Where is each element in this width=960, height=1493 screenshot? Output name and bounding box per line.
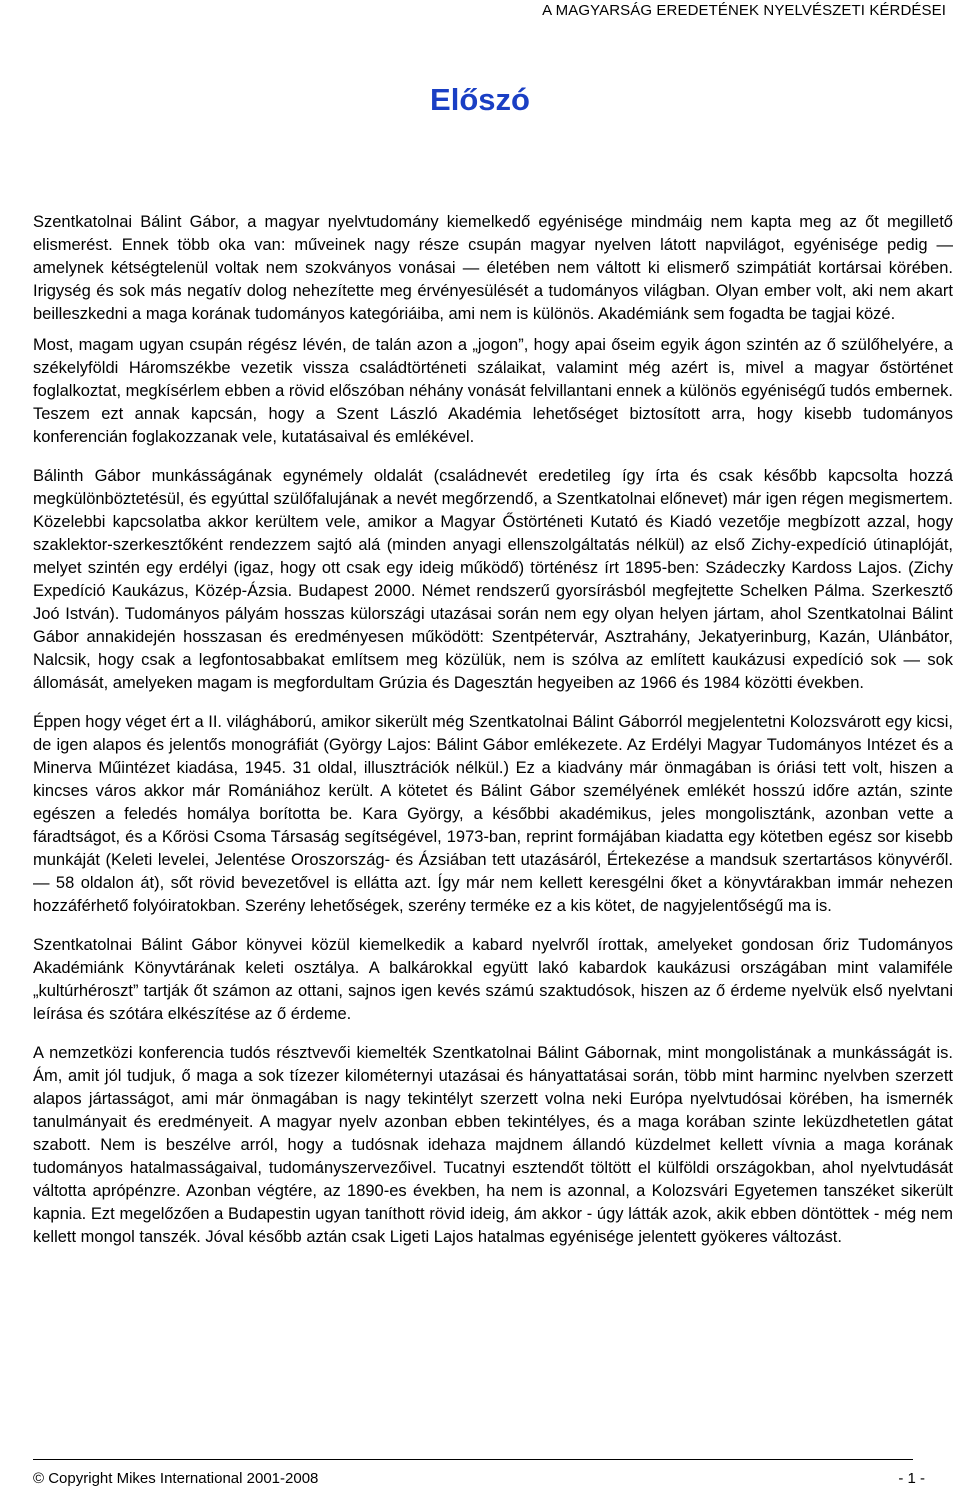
paragraph: Éppen hogy véget ért a II. világháború, amikor sikerült még Szentkatolnai Bálint Gáborról megjelentetni Kolozsvárott egy kicsi, de igen alapos és jelentős monográfiát (György Lajos: Bálint Gábor emlékezete. Az Erdélyi Magyar Tudományos Intézet és a Minerva Műintézet kiadása, 1945. 31 oldal, illusztrációk nélkül.) Ez a kiadvány már önmagában is óriási tett volt, hiszen a kincses város akkor már Romániához került. A kötetet és Bálint Gábor személyének emlékét hosszú időre aztán, szinte egészen a feledés homálya borította be. Kara György, a későbbi akadémikus, jeles mongolisztánk, azonban vette a fáradtságot, és a Kőrösi Csoma Társaság segítségével, 1973-ban, reprint formájában kiadatta egy kötetben egész sor kisebb munkáját (Keleti levelei, Jelentése Oroszország- és Ázsiában tett utazásáról, Értekezése a mandsuk szertartásos könyvéről. — 58 oldalon át), sőt rövid bevezetővel is ellátta azt. Így már nem kellett keresgélni őket a könyvtárakban immár nehezen hozzáférhető folyóiratokban. Szerény lehetőségek, szerény terméke ez a kis kötet, de nagyjelentőségű ma is. bbox=[33, 713, 953, 915]
paragraph: Bálinth Gábor munkásságának egynémely oldalát (családnevét eredetileg így írta és csak később kapcsolta hozzá megkülönböztetésül, és egyúttal szülőfalujának a nevét megőrzendő, a Szentkatolnai előnevet) már igen régen megismertem. Közelebbi kapcsolatba akkor kerültem vele, amikor a Magyar Őstörténeti Kutató és Kiadó vezetője megbízott azzal, hogy szaklektor-szerkesztőként rendezzem sajtó alá (minden anyagi ellenszolgáltatás nélkül) az első Zichy-expedíció útinaplóját, melyet szintén egy erdélyi (igaz, hogy ott csak egy ideig működő) történész írt 1895-ben: Szádeczky Kardoss Lajos. (Zichy Expedíció Kaukázus, Közép-Ázsia. Budapest 2000. Német rendszerű gyorsírásból megfejtette Schelken Pálma. Szerkesztő Joó István). Tudományos pályám hosszas külországi utazásai során nem egy olyan helyen jártam, ahol Szentkatolnai Bálint Gábor annakidején hosszasan és eredményesen működött: Szentpétervár, Asztrahány, Jekatyerinburg, Kazán, Ulánbátor, Nalcsik, hogy csak a legfontosabbakat említsem meg közülük, nem is szólva az említett kaukázusi expedíció sok — sok állomását, amelyeken magam is megfordultam Grúzia és Dagesztán hegyeiben az 1966 és 1984 közötti években. bbox=[33, 467, 953, 692]
copyright-notice: © Copyright Mikes International 2001-2008 bbox=[33, 1470, 319, 1487]
paragraph: A nemzetközi konferencia tudós résztvevői kiemelték Szentkatolnai Bálint Gábornak, mint mongolistának a munkásságát is. Ám, amit jól tudjuk, ő maga a sok tízezer kilométernyi utazásai és hányattatásai során, több mint harminc nyelvben szerzett alapos jártasságot, ami már önmagában is nagy tekintélyt szerzett volna neki Európa nyelvtudósai körében, ha ismernék tanulmányait és eredményeit. A magyar nyelv azonban ebben tekintélyes, és a maga korában szinte leküzdhetetlen gátat szabott. Nem is beszélve arról, hogy a tudósnak idehaza majdnem állandó küzdelmet kellett vívnia a maga korának tudományos hatalmasságaival, tudományszervezőivel. Tucatnyi esztendőt töltött el külföldi országokban, ahol nyelvtudását váltotta aprópénzre. Azonban végtére, az 1890-es években, ha nem is azonnal, a Kolozsvári Egyetemen tanszéket sikerült kapnia. Ezt megelőzően a Budapestin ugyan taníthott rövid ideig, ám akkor - úgy látták azok, akik ebben döntöttek - még nem kellett mongol tanszék. Jóval később aztán csak Ligeti Lajos hatalmas egyénisége jelentett gyökeres változást. bbox=[33, 1044, 953, 1246]
running-header: A MAGYARSÁG EREDETÉNEK NYELVÉSZETI KÉRDÉSEI bbox=[542, 2, 946, 19]
footer-divider bbox=[33, 1459, 913, 1460]
page-title: Előszó bbox=[430, 82, 530, 117]
paragraph: Most, magam ugyan csupán régész lévén, de talán azon a „jogon”, hogy apai őseim egyik ágon szintén az ő szülőhelyére, a székelyföldi Háromszékbe vezetik vissza családtörténeti szálaikat, valamint még azért is, mivel a magyar őstörténet foglalkoztat, megkísérlem ebben a rövid előszóban néhány vonását felvillantani ennek a különös egyéniségű tudós embernek. Teszem ezt annak kapcsán, hogy a Szent László Akadémia lehetőséget biztosított arra, hogy kisebb tudományos konferencián foglakozzanak vele, kutatásaival és emlékével. bbox=[33, 336, 953, 446]
paragraph: Szentkatolnai Bálint Gábor könyvei közül kiemelkedik a kabard nyelvről írottak, amelyeket gondosan őriz Tudományos Akadémiánk Könyvtárának keleti osztálya. A balkárokkal együtt lakó kabardok kaukázusi országában mint valamiféle „kultúrhéroszt” tartják őt számon az ottani, sajnos igen kevés számú szaktudósok, hiszen az ő érdeme nyelvük első nyelvtani leírása és szótára elkészítése az ő érdeme. bbox=[33, 936, 953, 1023]
paragraph: Szentkatolnai Bálint Gábor, a magyar nyelvtudomány kiemelkedő egyénisége mindmáig nem kapta meg az őt megillető elismerést. Ennek több oka van: műveinek nagy része csupán magyar nyelven látott napvilágot, egyénisége pedig — amelynek kétségtelenül voltak nem szokványos vonásai — életében nem váltott ki elismerő szimpátiát kortársai körében. Irigység és sok más negatív dolog nehezítette meg érvényesülését a tudományos világban. Olyan ember volt, aki nem akart beilleszkedni a maga korának tudományos kategóriáiba, ami nem is különös. Akadémiánk sem fogadta be tagjai közé. bbox=[33, 213, 953, 323]
page-number: - 1 - bbox=[898, 1470, 925, 1487]
body-text bbox=[33, 211, 953, 1249]
